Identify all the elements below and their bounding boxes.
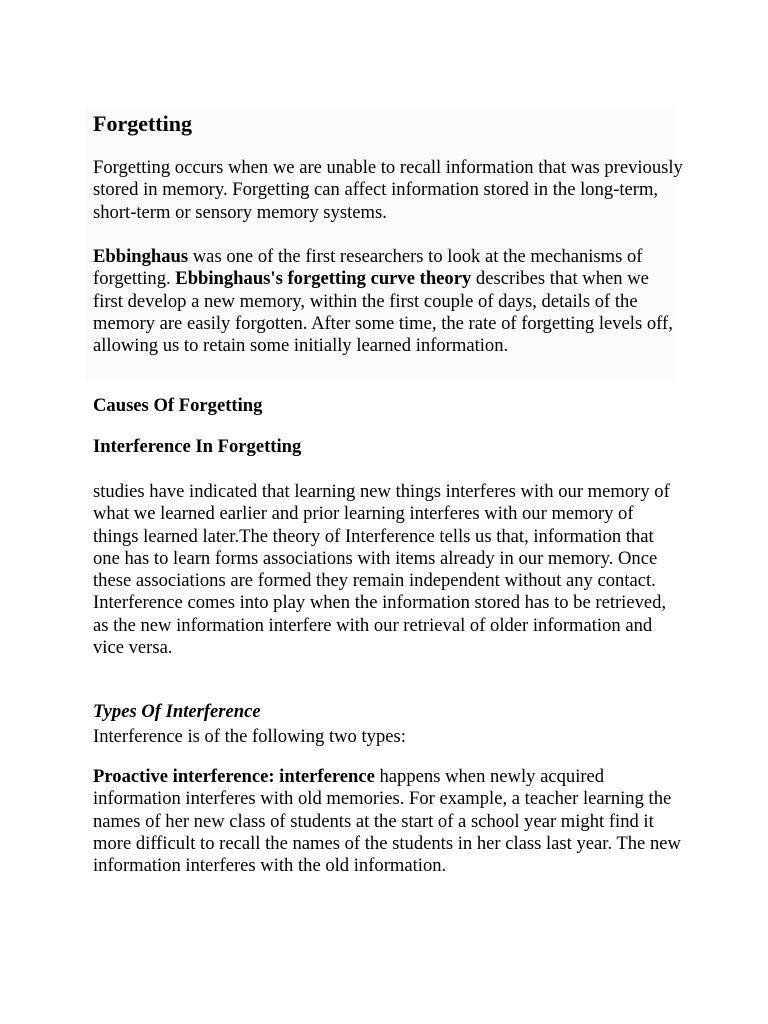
page-title: Forgetting (93, 111, 192, 136)
ebbinghaus-text-2: describes that when we first develop a new memory, within the first couple of days, details of the memory are easily forgotten. After some time, the rate of forgetting levels off, allowing us to retain some initially learned information. (93, 268, 673, 357)
ebbinghaus-theory: Ebbinghaus's forgetting curve theory (175, 268, 472, 290)
ebbinghaus-paragraph (93, 246, 683, 357)
proactive-paragraph (93, 766, 683, 877)
proactive-text: happens when newly acquired information interferes with old memories. For example, a teacher learning the names of her new class of students at the start of a school year might find it more difficult to recall the names of the students in her class last year. The new information interferes with the old information. (93, 766, 681, 877)
intro-paragraph: Forgetting occurs when we are unable to recall information that was previously stored in memory. Forgetting can affect information stored in the long-term, short-term or sensory memory systems. (93, 157, 683, 223)
interference-paragraph: studies have indicated that learning new things interferes with our memory of what we learned earlier and prior learning interferes with our memory of things learned later.The theory of Interference tells us that, information that one has to learn forms associations with items already in our memory. Once these associations are formed they remain independent without any contact. Interference comes into play when the information stored has to be retrieved, as the new information interfere with our retrieval of older information and vice versa. (93, 481, 670, 659)
ebbinghaus-name: Ebbinghaus (93, 246, 189, 267)
proactive-label: Proactive interference: interference (93, 766, 375, 787)
interference-heading: Interference In Forgetting (93, 436, 302, 457)
types-paragraph: Interference is of the following two types: (93, 726, 406, 747)
types-heading: Types Of Interference (93, 701, 261, 722)
causes-heading: Causes Of Forgetting (93, 395, 263, 416)
ebbinghaus-text-1: was one of the first researchers to look at the mechanisms of forgetting. (93, 246, 643, 290)
